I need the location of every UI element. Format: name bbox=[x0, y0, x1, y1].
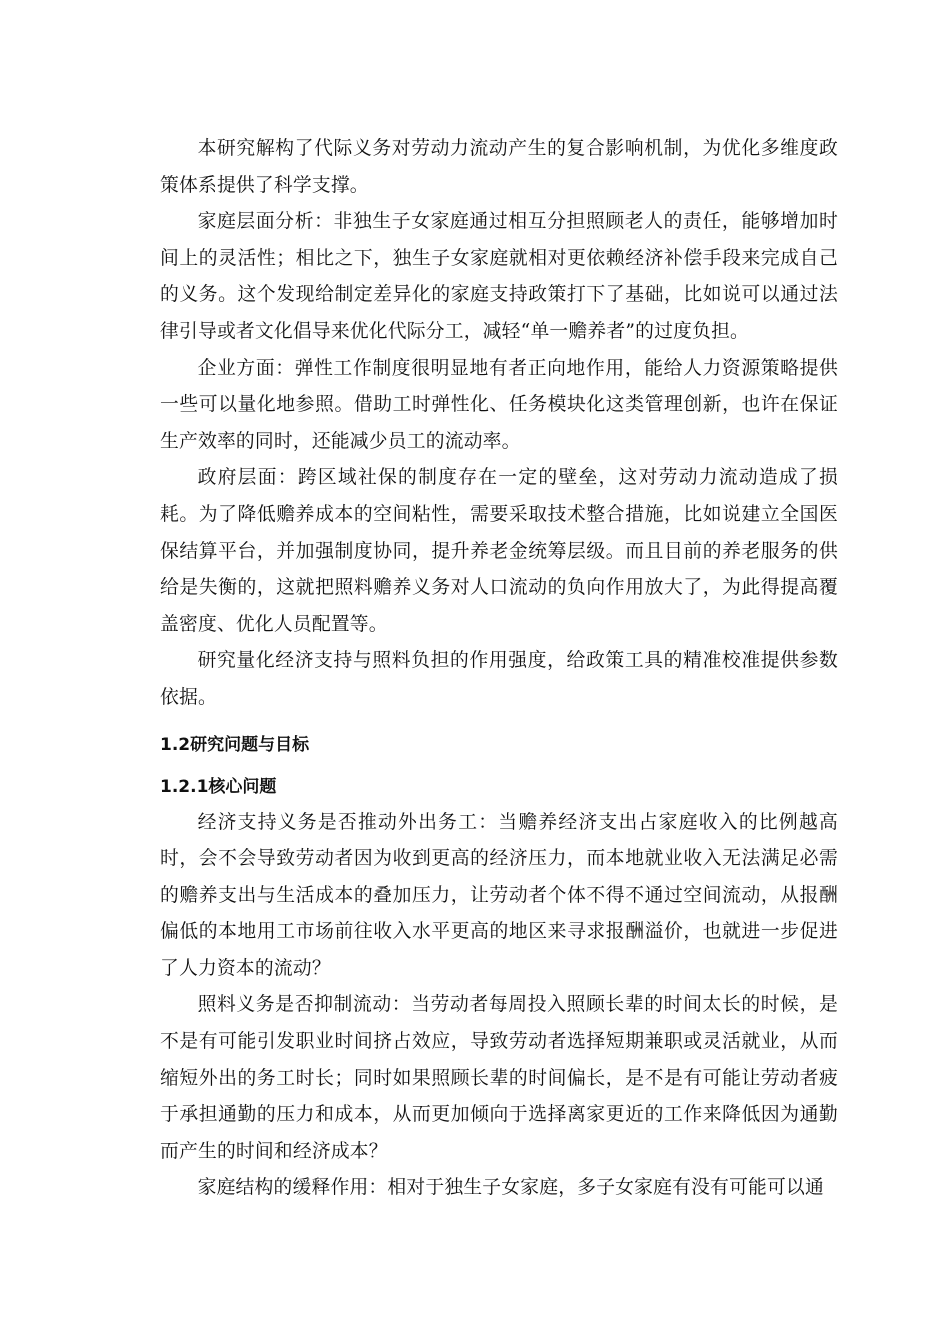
paragraph-enterprise-level: 企业方面：弹性工作制度很明显地有者正向地作用，能给人力资源策略提供一些可以量化地参照。借助工时弹性化、任务模块化这类管理创新，也许在保证生产效率的同时，还能减少员工的流动率。 bbox=[160, 357, 838, 452]
paragraph-care-obligation: 照料义务是否抑制流动：当劳动者每周投入照顾长辈的时间太长的时候，是不是有可能引发职业时间挤占效应，导致劳动者选择短期兼职或灵活就业，从而缩短外出的务工时长；同时如果照顾长辈的时间偏长，是不是有可能让劳动者疲于承担通勤的压力和成本，从而更加倾向于选择离家更近的工作来降低因为通勤而产生的时间和经济成本？ bbox=[160, 994, 838, 1162]
paragraph-quantification: 研究量化经济支持与照料负担的作用强度，给政策工具的精准校准提供参数依据。 bbox=[160, 650, 838, 708]
document-body bbox=[160, 131, 838, 1207]
section-heading: 1.2研究问题与目标 bbox=[160, 734, 310, 755]
paragraph-government-level: 政府层面：跨区域社保的制度存在一定的壁垒，这对劳动力流动造成了损耗。为了降低赡养成本的空间粘性，需要采取技术整合措施，比如说建立全国医保结算平台，并加强制度协同，提升养老金统筹层级。而且目前的养老服务的供给是失衡的，这就把照料赡养义务对人口流动的负向作用放大了，为此得提高覆盖密度、优化人员配置等。 bbox=[160, 467, 838, 635]
paragraph-intro-summary: 本研究解构了代际义务对劳动力流动产生的复合影响机制，为优化多维度政策体系提供了科学支撑。 bbox=[160, 138, 838, 196]
paragraph-family-structure: 家庭结构的缓释作用：相对于独生子女家庭，多子女家庭有没有可能可以通 bbox=[197, 1177, 824, 1199]
subsection-heading: 1.2.1核心问题 bbox=[160, 776, 277, 797]
paragraph-family-level: 家庭层面分析：非独生子女家庭通过相互分担照顾老人的责任，能够增加时间上的灵活性；相比之下，独生子女家庭就相对更依赖经济补偿手段来完成自己的义务。这个发现给制定差异化的家庭支持政策打下了基础，比如说可以通过法律引导或者文化倡导来优化代际分工，减轻“单一赡养者”的过度负担。 bbox=[160, 211, 838, 342]
paragraph-economic-support: 经济支持义务是否推动外出务工：当赡养经济支出占家庭收入的比例越高时，会不会导致劳动者因为收到更高的经济压力，而本地就业收入无法满足必需的赡养支出与生活成本的叠加压力，让劳动者个体不得不通过空间流动，从报酬偏低的本地用工市场前往收入水平更高的地区来寻求报酬溢价，也就进一步促进了人力资本的流动？ bbox=[160, 811, 838, 979]
